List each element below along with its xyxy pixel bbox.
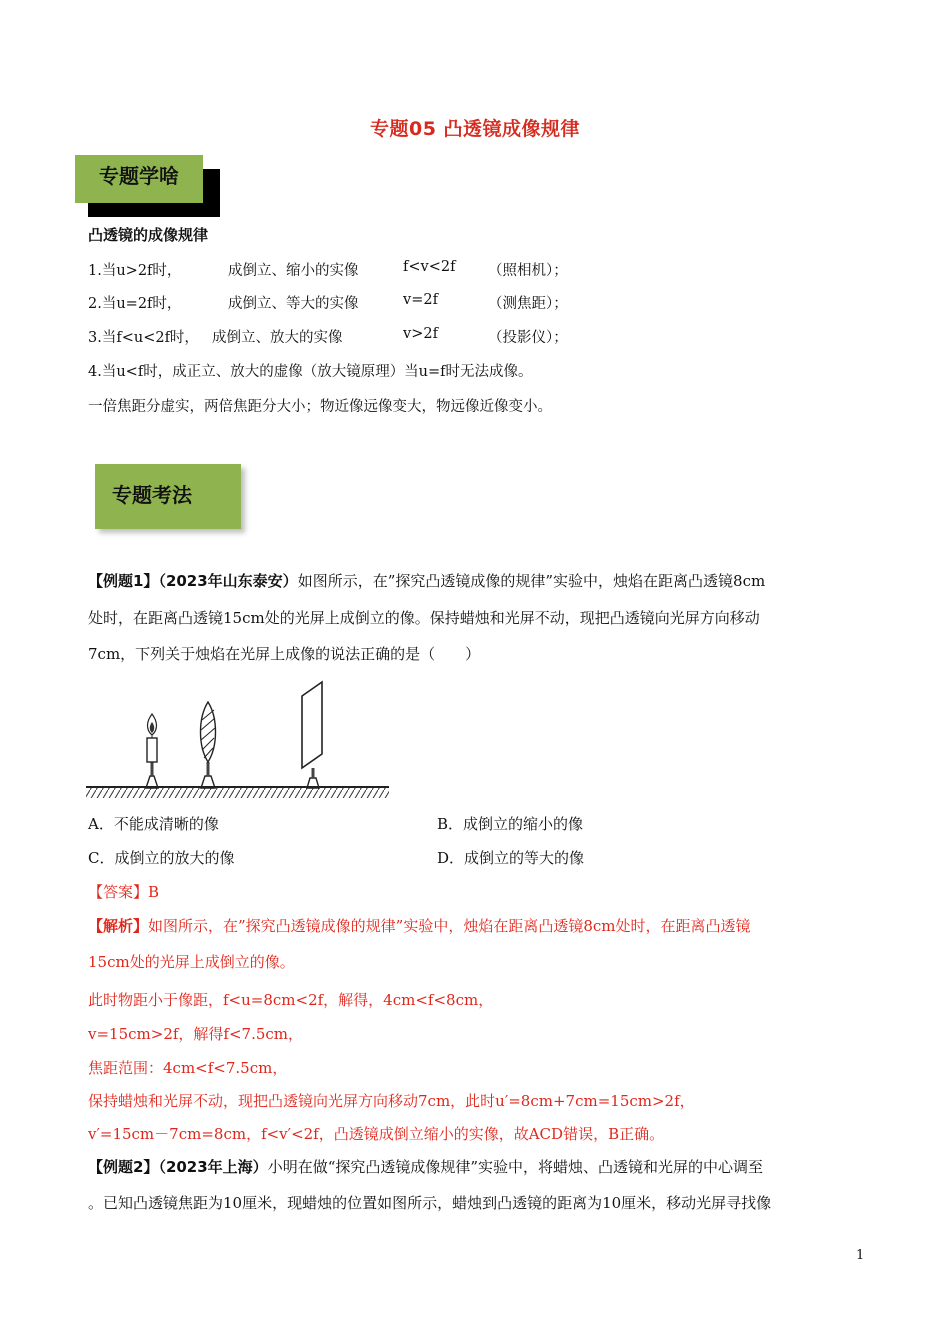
rules-summary: 一倍焦距分虚实，两倍焦距分大小；物近像远像变大，物远像近像变小。 bbox=[88, 399, 552, 415]
example1-line-1 bbox=[88, 563, 765, 599]
example1-line-2: 处时，在距离凸透镜15cm处的光屏上成倒立的像。保持蜡烛和光屏不动，现把凸透镜向光屏方向移动 bbox=[88, 609, 760, 627]
analysis-line-1 bbox=[88, 908, 751, 944]
example2-line-2: 。已知凸透镜焦距为10厘米，现蜡烛的位置如图所示，蜡烛到凸透镜的距离为10厘米，移动光屏寻找像 bbox=[88, 1194, 772, 1212]
rule-3-device: （投影仪）； bbox=[488, 330, 568, 346]
analysis-text-1: 如图所示，在”探究凸透镜成像的规律”实验中，烛焰在距离凸透镜8cm处时，在距离凸透镜 bbox=[148, 917, 751, 935]
section-header-label: 专题学啥 bbox=[75, 155, 203, 203]
rule-1-relation: f<v<2f bbox=[403, 259, 456, 275]
analysis-line-5: 焦距范围：4cm<f<7.5cm， bbox=[88, 1059, 288, 1077]
analysis-line-6: 保持蜡烛和光屏不动，现把凸透镜向光屏方向移动7cm，此时u′=8cm+7cm=15cm>2f， bbox=[88, 1092, 695, 1110]
example2-text-1: 小明在做“探究凸透镜成像规律”实验中，将蜡烛、凸透镜和光屏的中心调至 bbox=[267, 1158, 764, 1176]
rule-1-condition: 1.当u>2f时， bbox=[88, 263, 182, 279]
experiment-figure bbox=[84, 680, 394, 800]
light-screen-icon bbox=[302, 682, 322, 788]
example2-source: （2023年上海） bbox=[158, 1158, 268, 1176]
example1-answer: 【答案】B bbox=[88, 883, 160, 901]
optical-bench bbox=[86, 787, 389, 798]
rule-row-4: 4.当u<f时，成正立、放大的虚像（放大镜原理）当u=f时无法成像。 bbox=[88, 364, 533, 380]
analysis-line-2: 15cm处的光屏上成倒立的像。 bbox=[88, 953, 295, 971]
analysis-line-3: 此时物距小于像距，f<u=8cm<2f，解得，4cm<f<8cm， bbox=[88, 991, 494, 1009]
option-a: A．不能成清晰的像 bbox=[88, 815, 219, 833]
rule-1-device: （照相机）； bbox=[488, 263, 568, 279]
rule-2-condition: 2.当u=2f时， bbox=[88, 296, 182, 312]
rule-2-relation: v=2f bbox=[403, 292, 438, 308]
rule-2-image: 成倒立、等大的实像 bbox=[228, 296, 359, 312]
rule-3-relation: v>2f bbox=[403, 326, 438, 342]
rule-3-image: 成倒立、放大的实像 bbox=[212, 330, 343, 346]
example1-line-3: 7cm，下列关于烛焰在光屏上成像的说法正确的是（ ） bbox=[88, 645, 481, 663]
convex-lens-icon bbox=[201, 702, 216, 788]
candle-icon bbox=[146, 714, 158, 788]
page-title: 专题05 凸透镜成像规律 bbox=[369, 118, 581, 140]
example1-text-1: 如图所示，在”探究凸透镜成像的规律”实验中，烛焰在距离凸透镜8cm bbox=[297, 572, 766, 590]
example2-tag: 【例题2】 bbox=[88, 1158, 159, 1176]
analysis-line-4: v=15cm>2f，解得f<7.5cm， bbox=[88, 1025, 304, 1043]
rule-2-device: （测焦距）； bbox=[488, 296, 568, 312]
option-b: B．成倒立的缩小的像 bbox=[437, 815, 584, 833]
section-header-label: 专题考法 bbox=[95, 464, 241, 529]
analysis-line-7: v′=15cm－7cm=8cm，f<v′<2f，凸透镜成倒立缩小的实像，故ACD错误，B正确。 bbox=[88, 1125, 665, 1143]
rule-3-condition: 3.当f<u<2f时， bbox=[88, 330, 199, 346]
example2-line-1 bbox=[88, 1149, 763, 1185]
example1-tag: 【例题1】 bbox=[88, 572, 159, 590]
option-c: C．成倒立的放大的像 bbox=[88, 849, 235, 867]
option-d: D．成倒立的等大的像 bbox=[437, 849, 585, 867]
rule-1-image: 成倒立、缩小的实像 bbox=[228, 263, 359, 279]
rules-heading: 凸透镜的成像规律 bbox=[88, 226, 209, 244]
analysis-tag: 【解析】 bbox=[88, 917, 149, 935]
page-number: 1 bbox=[856, 1248, 865, 1263]
example1-source: （2023年山东泰安） bbox=[158, 572, 298, 590]
